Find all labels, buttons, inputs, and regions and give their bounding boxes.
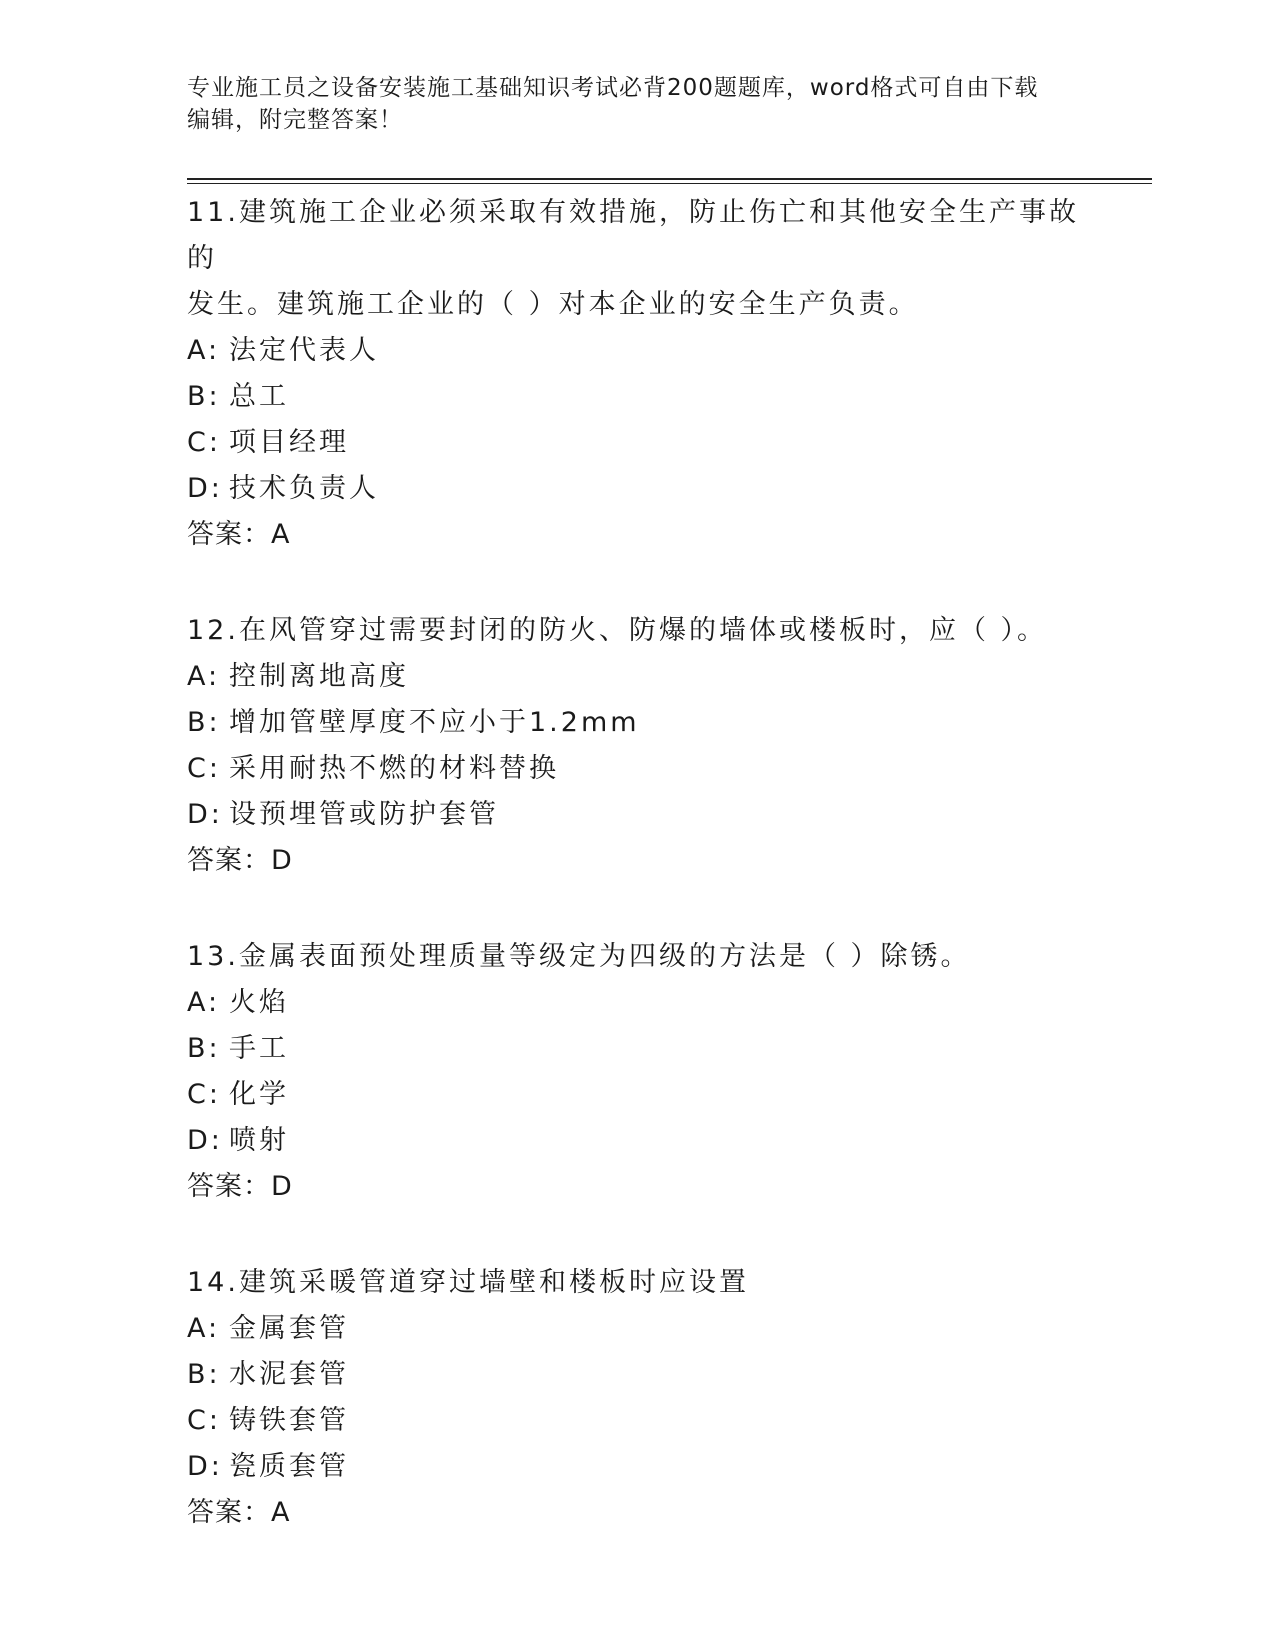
question-11 [187,190,1107,558]
option-letter: C: [187,427,221,458]
option-text: 法定代表人 [229,335,379,366]
option-c [187,746,1107,792]
answer-line: 答案：D [187,1171,293,1202]
option-text: 喷射 [229,1125,289,1156]
option-a [187,1306,1107,1352]
option-text: 金属套管 [229,1313,349,1344]
option-c [187,1072,1107,1118]
question-stem: 11.建筑施工企业必须采取有效措施，防止伤亡和其他安全生产事故的 [187,197,1079,274]
option-text: 设预埋管或防护套管 [229,799,499,830]
option-letter: B: [187,707,221,738]
option-text: 增加管壁厚度不应小于1.2mm [229,707,640,738]
option-letter: C: [187,753,221,784]
option-letter: B: [187,381,221,412]
header-line-2: 编辑，附完整答案！ [187,107,403,133]
option-letter: C: [187,1079,221,1110]
option-text: 手工 [229,1033,289,1064]
option-b [187,1352,1107,1398]
option-text: 铸铁套管 [229,1405,349,1436]
option-d [187,1444,1107,1490]
option-text: 瓷质套管 [229,1451,349,1482]
question-14 [187,1260,1107,1536]
option-text: 控制离地高度 [229,661,409,692]
option-letter: A: [187,1313,221,1344]
option-a [187,328,1107,374]
option-text: 采用耐热不燃的材料替换 [229,753,559,784]
option-letter: B: [187,1033,221,1064]
option-text: 水泥套管 [229,1359,349,1390]
option-b [187,700,1107,746]
option-letter: A: [187,335,221,366]
header-line-1: 专业施工员之设备安装施工基础知识考试必背200题题库，word格式可自由下载 [187,75,1039,101]
option-text: 火焰 [229,987,289,1018]
answer-line: 答案：D [187,845,293,876]
option-a [187,980,1107,1026]
header-divider-top [187,178,1152,180]
option-text: 总工 [229,381,289,412]
option-text: 化学 [229,1079,289,1110]
option-letter: D: [187,1125,223,1156]
question-12 [187,608,1107,884]
question-stem-continued: 发生。建筑施工企业的（ ）对本企业的安全生产负责。 [187,289,919,320]
question-list [187,190,1107,1586]
option-text: 技术负责人 [229,473,379,504]
option-c [187,1398,1107,1444]
question-stem: 13.金属表面预处理质量等级定为四级的方法是（ ）除锈。 [187,941,971,972]
option-letter: D: [187,1451,223,1482]
option-letter: C: [187,1405,221,1436]
option-letter: B: [187,1359,221,1390]
option-d [187,792,1107,838]
option-c [187,420,1107,466]
option-d [187,466,1107,512]
option-letter: A: [187,661,221,692]
header-divider-bottom [187,183,1152,184]
option-letter: D: [187,799,223,830]
document-header [187,72,1087,136]
option-d [187,1118,1107,1164]
option-letter: D: [187,473,223,504]
option-a [187,654,1107,700]
option-b [187,1026,1107,1072]
question-stem: 14.建筑采暖管道穿过墙壁和楼板时应设置 [187,1267,749,1298]
option-text: 项目经理 [229,427,349,458]
option-letter: A: [187,987,221,1018]
answer-line: 答案：A [187,1497,291,1528]
answer-line: 答案：A [187,519,291,550]
option-b [187,374,1107,420]
question-13 [187,934,1107,1210]
question-stem: 12.在风管穿过需要封闭的防火、防爆的墙体或楼板时，应（ ）。 [187,615,1048,646]
